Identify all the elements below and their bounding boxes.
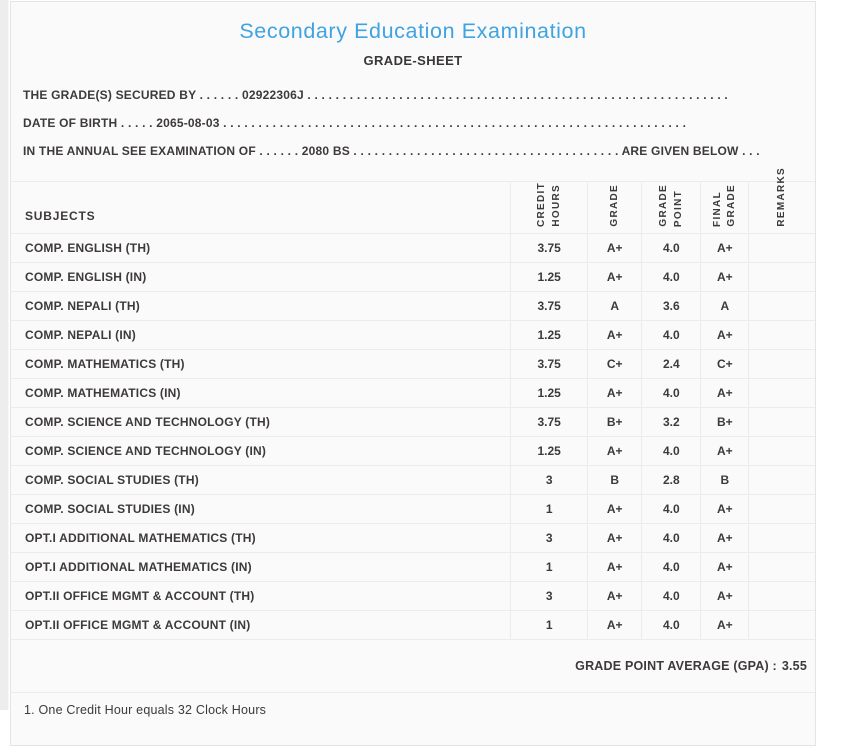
cell-credit-hours: 1 (511, 495, 588, 524)
cell-subject: COMP. SCIENCE AND TECHNOLOGY (IN) (11, 437, 511, 466)
table-row (11, 263, 815, 292)
cell-credit-hours: 3.75 (511, 350, 588, 379)
cell-credit-hours: 3 (511, 524, 588, 553)
cell-grade-point: 4.0 (642, 582, 701, 611)
gpa-label: GRADE POINT AVERAGE (GPA) : (575, 659, 777, 673)
cell-subject: OPT.II OFFICE MGMT & ACCOUNT (IN) (11, 611, 511, 640)
table-row (11, 321, 815, 350)
cell-credit-hours: 1.25 (511, 263, 588, 292)
column-header-grade (588, 182, 642, 234)
cell-subject: OPT.II OFFICE MGMT & ACCOUNT (TH) (11, 582, 511, 611)
table-header-row (11, 182, 815, 234)
vertical-header-text: FINAL GRADE (711, 184, 738, 227)
cell-grade-point: 4.0 (642, 524, 701, 553)
info-line-grades-secured-by: THE GRADE(S) SECURED BY . . . . . . 02922306J . . . . . . . . . . . . . . . . . . . . . . . . . . . . . . . . . . . . . . . . . . . . . . . . . . . . . . . . . . . . (23, 88, 728, 102)
table-row (11, 379, 815, 408)
table-row (11, 350, 815, 379)
table-row (11, 495, 815, 524)
cell-credit-hours: 3.75 (511, 292, 588, 321)
cell-subject: OPT.I ADDITIONAL MATHEMATICS (IN) (11, 553, 511, 582)
cell-grade-point: 4.0 (642, 553, 701, 582)
cell-grade-point: 3.6 (642, 292, 701, 321)
cell-subject: COMP. SCIENCE AND TECHNOLOGY (TH) (11, 408, 511, 437)
cell-remarks (749, 408, 815, 437)
cell-credit-hours: 3.75 (511, 234, 588, 263)
cell-remarks (749, 379, 815, 408)
cell-subject: COMP. ENGLISH (IN) (11, 263, 511, 292)
cell-grade-point: 3.2 (642, 408, 701, 437)
cell-credit-hours: 1.25 (511, 379, 588, 408)
cell-subject: COMP. MATHEMATICS (IN) (11, 379, 511, 408)
table-row (11, 611, 815, 640)
table-row (11, 292, 815, 321)
cell-grade: B+ (588, 408, 642, 437)
cell-subject: COMP. ENGLISH (TH) (11, 234, 511, 263)
cell-subject: COMP. SOCIAL STUDIES (IN) (11, 495, 511, 524)
grade-sheet-panel (10, 1, 816, 746)
cell-grade: A+ (588, 611, 642, 640)
cell-final-grade: A+ (701, 524, 749, 553)
cell-subject: COMP. MATHEMATICS (TH) (11, 350, 511, 379)
cell-remarks (749, 495, 815, 524)
cell-grade: A+ (588, 553, 642, 582)
cell-credit-hours: 1 (511, 553, 588, 582)
cell-credit-hours: 3 (511, 466, 588, 495)
cell-final-grade: C+ (701, 350, 749, 379)
cell-final-grade: A+ (701, 437, 749, 466)
cell-subject: OPT.I ADDITIONAL MATHEMATICS (TH) (11, 524, 511, 553)
page-title: Secondary Education Examination (239, 19, 587, 43)
cell-final-grade: A+ (701, 321, 749, 350)
table-row (11, 466, 815, 495)
notes-block (11, 693, 815, 717)
vertical-header-text: CREDIT HOURS (536, 181, 562, 227)
cell-final-grade: A+ (701, 495, 749, 524)
grades-table (11, 167, 815, 640)
cell-remarks (749, 234, 815, 263)
cell-grade-point: 4.0 (642, 263, 701, 292)
cell-credit-hours: 3 (511, 582, 588, 611)
column-header-remarks (749, 167, 815, 234)
cell-remarks (749, 350, 815, 379)
cell-remarks (749, 582, 815, 611)
vertical-header-text: GRADE (608, 184, 620, 227)
student-info-block (23, 81, 803, 165)
cell-grade: A+ (588, 437, 642, 466)
cell-remarks (749, 437, 815, 466)
column-header-credit-hours (511, 182, 588, 234)
cell-grade: A+ (588, 495, 642, 524)
cell-grade: A+ (588, 582, 642, 611)
cell-final-grade: B+ (701, 408, 749, 437)
cell-grade-point: 4.0 (642, 379, 701, 408)
cell-credit-hours: 1.25 (511, 437, 588, 466)
cell-grade-point: 4.0 (642, 234, 701, 263)
info-line-examination-year: IN THE ANNUAL SEE EXAMINATION OF . . . . . . 2080 BS . . . . . . . . . . . . . . . . . . . . . . . . . . . . . . . . . . . . . . ARE GIVEN BELOW . . . (23, 144, 760, 158)
cell-final-grade: B (701, 466, 749, 495)
cell-grade: A+ (588, 321, 642, 350)
vertical-header-text: REMARKS (776, 167, 788, 227)
cell-grade: A (588, 292, 642, 321)
column-header-subjects: SUBJECTS (11, 182, 511, 234)
table-row (11, 582, 815, 611)
gpa-row (11, 640, 815, 693)
column-header-final-grade (701, 182, 749, 234)
cell-final-grade: A+ (701, 379, 749, 408)
cell-grade-point: 2.8 (642, 466, 701, 495)
window-edge-gutter (0, 0, 9, 710)
note-credit-hour: 1. One Credit Hour equals 32 Clock Hours (24, 703, 267, 717)
cell-subject: COMP. SOCIAL STUDIES (TH) (11, 466, 511, 495)
cell-remarks (749, 524, 815, 553)
sheet-subtitle: GRADE-SHEET (363, 53, 463, 68)
cell-credit-hours: 3.75 (511, 408, 588, 437)
cell-remarks (749, 611, 815, 640)
cell-remarks (749, 263, 815, 292)
cell-subject: COMP. NEPALI (TH) (11, 292, 511, 321)
cell-remarks (749, 466, 815, 495)
cell-final-grade: A+ (701, 553, 749, 582)
cell-grade: A+ (588, 234, 642, 263)
cell-grade: C+ (588, 350, 642, 379)
table-row (11, 553, 815, 582)
table-row (11, 234, 815, 263)
table-row (11, 437, 815, 466)
cell-grade: A+ (588, 263, 642, 292)
table-row (11, 408, 815, 437)
cell-final-grade: A+ (701, 582, 749, 611)
cell-grade: B (588, 466, 642, 495)
cell-final-grade: A+ (701, 263, 749, 292)
cell-remarks (749, 553, 815, 582)
cell-grade-point: 4.0 (642, 495, 701, 524)
cell-credit-hours: 1.25 (511, 321, 588, 350)
cell-grade: A+ (588, 524, 642, 553)
info-line-date-of-birth: DATE OF BIRTH . . . . . 2065-08-03 . . . . . . . . . . . . . . . . . . . . . . . . . . . . . . . . . . . . . . . . . . . . . . . . . . . . . . . . . . . . . . . . . . (23, 116, 687, 130)
cell-grade-point: 4.0 (642, 611, 701, 640)
cell-subject: COMP. NEPALI (IN) (11, 321, 511, 350)
cell-grade-point: 4.0 (642, 321, 701, 350)
table-row (11, 524, 815, 553)
cell-remarks (749, 292, 815, 321)
vertical-header-text: GRADE POINT (658, 184, 684, 227)
cell-remarks (749, 321, 815, 350)
column-header-grade-point (642, 182, 701, 234)
cell-grade-point: 2.4 (642, 350, 701, 379)
cell-final-grade: A (701, 292, 749, 321)
cell-grade-point: 4.0 (642, 437, 701, 466)
cell-final-grade: A+ (701, 611, 749, 640)
table-body (11, 234, 815, 640)
cell-grade: A+ (588, 379, 642, 408)
gpa-value: 3.55 (781, 659, 807, 673)
cell-final-grade: A+ (701, 234, 749, 263)
cell-credit-hours: 1 (511, 611, 588, 640)
